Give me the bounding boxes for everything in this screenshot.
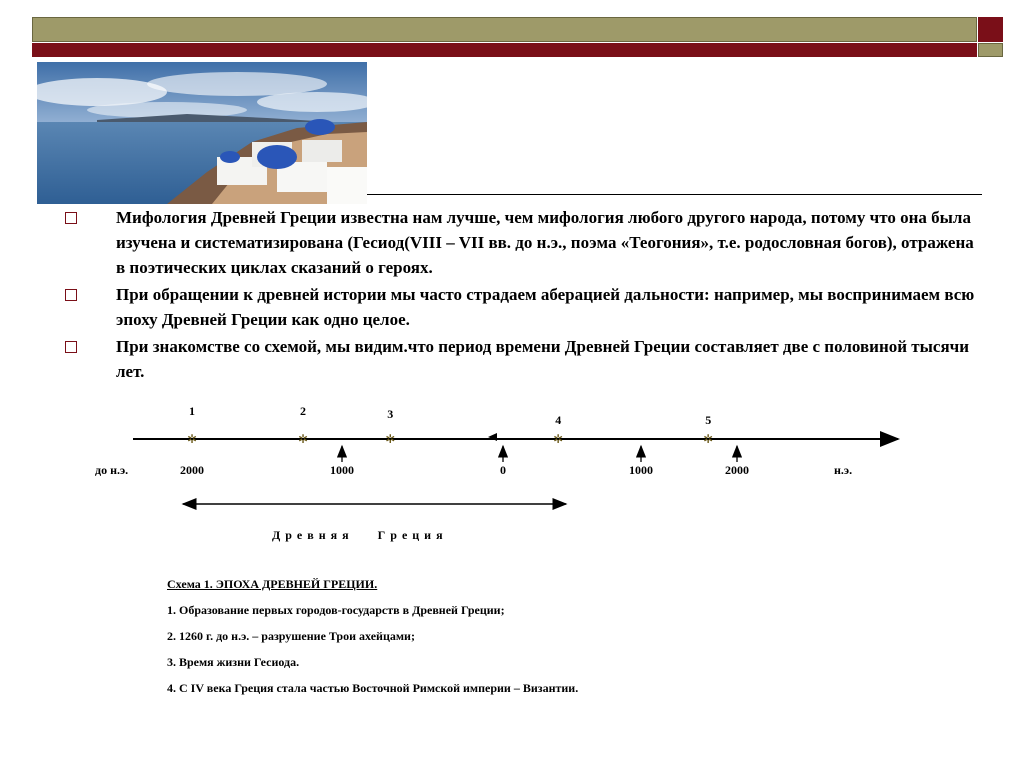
tick-label-3: 1000 [629, 463, 653, 477]
event-marker-1: ✲ [186, 432, 198, 446]
caption-item-4: 4. С IV века Греция стала частью Восточной Римской империи – Византии. [167, 681, 579, 695]
event-marker-5: ✲ [703, 432, 714, 446]
label-bc: до н.э. [95, 463, 129, 477]
event-label-2: 2 [300, 404, 306, 418]
caption-title: Схема 1. ЭПОХА ДРЕВНЕЙ ГРЕЦИИ. [167, 577, 378, 591]
event-marker-3: ✲ [385, 432, 396, 446]
tick-label-4: 2000 [725, 463, 749, 477]
event-marker-2: ✲ [297, 432, 309, 446]
span-label: Д р е в н я я Г р е ц и я [272, 528, 444, 542]
event-label-1: 1 [189, 404, 195, 418]
tick-label-1: 1000 [330, 463, 354, 477]
tick-label-2: 0 [500, 463, 506, 477]
caption-item-1: 1. Образование первых городов-государств в Древней Греции; [167, 603, 505, 617]
event-label-5: 5 [705, 413, 712, 427]
paragraph-2: При обращении к древней истории мы часто страдаем аберацией дальности: например, мы воспринимаем всю эпоху Древней Греции как одно целое. [116, 285, 975, 329]
event-label-4: 4 [555, 413, 562, 427]
event-label-3: 3 [387, 407, 394, 421]
label-ad: н.э. [834, 463, 853, 477]
caption-item-3: 3. Время жизни Гесиода. [167, 655, 300, 669]
paragraph-3: При знакомстве со схемой, мы видим.что период времени Древней Греции составляет две с половиной тысячи лет. [116, 337, 970, 381]
tick-label-0: 2000 [180, 463, 204, 477]
event-marker-4: ✲ [553, 432, 564, 446]
caption-item-2: 2. 1260 г. до н.э. – разрушение Трои ахейцами; [167, 629, 415, 643]
paragraph-1: Мифология Древней Греции известна нам лучше, чем мифология любого другого народа, потому что она была изучена и систематизирована (Гесиод(VIII – VII вв. до н.э., поэма «Теогония», т.е. родословная богов), отражена в поэтических циклах сказаний о героях. [116, 208, 974, 277]
